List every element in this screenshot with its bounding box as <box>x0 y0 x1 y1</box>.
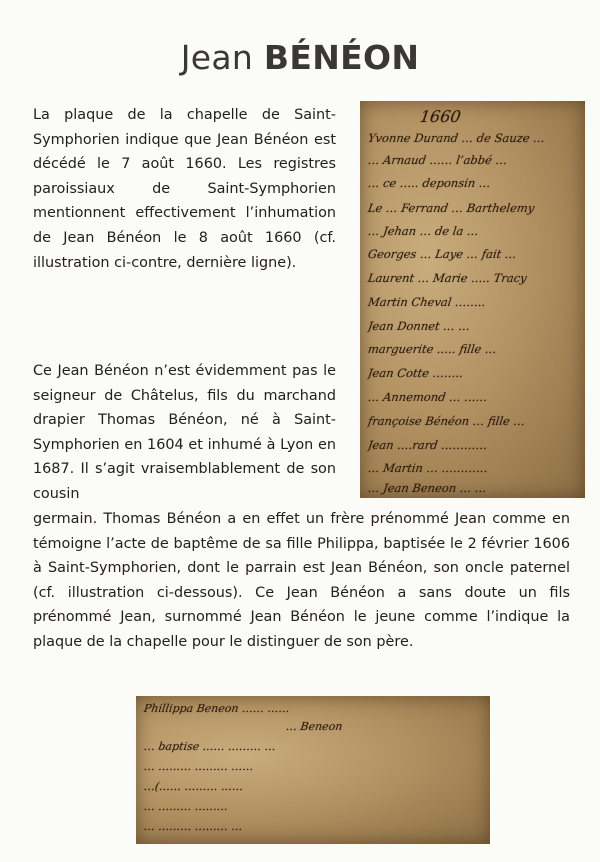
baptism-register-image <box>136 696 490 844</box>
register-line: Yvonne Durand … de Sauze … <box>367 131 546 145</box>
paragraph-not-seigneur: Ce Jean Bénéon n’est évidemment pas le seigneur de Châtelus, fils du marchand drapier Thomas Bénéon, né à Saint-Symphorien en 1604 et inhumé à Lyon en 1687. Il s’agit vraisemblablement de son cousin <box>33 363 336 502</box>
register-line: Le … Ferrand … Barthelemy <box>367 201 536 215</box>
register-line: … ……… ……… …… <box>143 760 255 773</box>
title-last-name: BÉNÉON <box>263 38 420 77</box>
register-line: … Beneon <box>285 720 344 733</box>
register-line: … baptise …… ……… … <box>143 740 277 753</box>
register-line: Phillippa Beneon …… …… <box>143 702 291 715</box>
page-title <box>0 38 600 77</box>
burial-register-image <box>360 101 585 498</box>
paragraph-cousin: germain. Thomas Bénéon a en effet un frère prénommé Jean comme en témoigne l’acte de baptême de sa fille Philippa, baptisée le 2 février 1606 à Saint-Symphorien, dont le parrain est Jean Bénéon, son oncle paternel (cf. illustration ci-dessous). Ce Jean Bénéon a sans doute un fils prénommé Jean, surnommé Jean Bénéon le jeune comme l’indique la plaque de la chapelle pour le distinguer de son père. <box>33 511 570 650</box>
register-line: … ce ….. deponsin … <box>367 176 492 190</box>
register-line: … ……… ……… … <box>143 820 244 833</box>
register-line: Martin Cheval …….. <box>367 295 487 309</box>
register-line: Jean ….rard ………… <box>367 438 489 452</box>
register-line: …(…… ……… …… <box>143 780 245 793</box>
register-line: Georges … Laye … fait … <box>367 247 518 261</box>
register-line: Jean Cotte …….. <box>367 366 465 380</box>
register-year: 1660 <box>418 107 463 126</box>
register-line: … Annemond … …… <box>367 390 489 404</box>
register-line: … Martin … ………… <box>367 461 489 475</box>
register-line: … Arnaud …… l’abbé … <box>367 153 509 167</box>
register-line: … ……… ……… <box>143 800 229 813</box>
register-line: … Jehan … de la … <box>367 224 480 238</box>
register-line: marguerite ….. fille … <box>367 342 498 356</box>
paragraph-plaque: La plaque de la chapelle de Saint-Symphorien indique que Jean Bénéon est décédé le 7 août 1660. Les registres paroissiaux de Saint-Symphorien mentionnent effectivement l’inhumation de Jean Bénéon le 8 août 1660 (cf. illustration ci-contre, dernière ligne). <box>33 107 336 271</box>
title-first-name: Jean <box>180 38 254 77</box>
register-line: françoise Bénéon … fille … <box>367 414 527 428</box>
register-line: … Jean Beneon … … <box>367 481 488 495</box>
register-line: Jean Donnet … … <box>367 319 472 333</box>
register-line: Laurent … Marie ….. Tracy <box>367 271 528 285</box>
